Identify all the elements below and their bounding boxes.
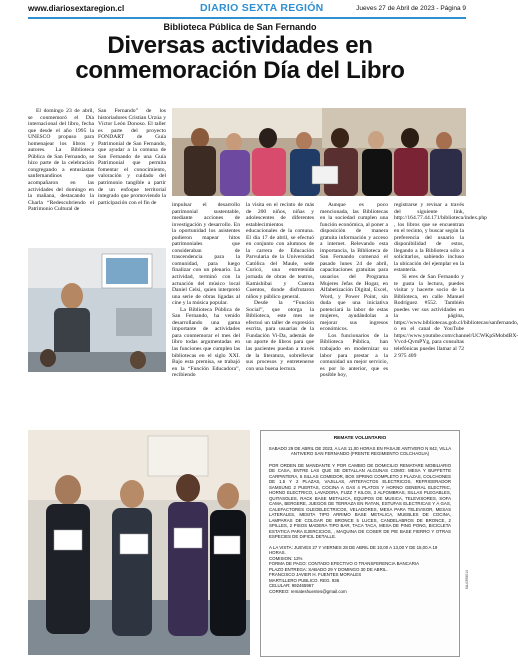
photo-speaker-talk	[28, 248, 166, 372]
headline-line-2: conmemoración Día del Libro	[75, 57, 405, 84]
article-column-1	[28, 108, 94, 213]
paragraph: Si eres de San Fernando y te gusta la lectura, puedes visitar y hacerte socio de la Biblioteca, en calle Manuel Rodríguez #552. También puedes ver sus actividades en la página, https://www.bibliotecas.gob.cl/bibliotecas/sanfernando, o en el canal de YouTube https://www.youtube.com/channel/UCWKpSMobdBX-Vvcd-QvmPYg, para consultas telefónicas puedes llamar al 72 2 975 409	[394, 274, 518, 359]
paragraph: Aunque es poco mencionada, las Bibliotecas en la sociedad cumplen una función económica, al poner a disposición de manera gratuita información y acceso a internet. Relevando esta importancia, la Biblioteca de San Fernando comenzó el pasado lunes 24 de abril, capacitaciones gratuitas para usuarios del Programa Mujeres Jefas de Hogar, en Alfabetización Digital, Excel, Word, y Power Point, sin duda que una iniciativa potenciará la labor de estas mujeres, ayudándolas a mejorar sus ingresos económicos.	[320, 202, 388, 333]
notice-contact	[269, 545, 451, 595]
issue-date: Jueves 27 de Abril de 2023 - Página 9	[356, 5, 466, 12]
article-column-3	[172, 202, 240, 379]
notice-email[interactable]: CORREO: remateshuentes@gmail.com	[269, 588, 347, 594]
page-header	[0, 0, 480, 17]
notice-header: SABADO 29 DE ABRIL DE 2023, A LAS 11,00 HORAS EN PASAJE ANTIVERO N 842, VILLA ANTIVERO SAN FERNANDO (FRENTE REGIMIENTO COLCHAGUA)	[268, 445, 452, 456]
notice-payment: FORMA DE PAGO: CONTADO EFECTIVO O TRANSFERENCIA BANCARIA	[269, 561, 420, 566]
auction-notice	[260, 430, 460, 657]
article-kicker: Biblioteca Pública de San Fernando	[163, 22, 317, 32]
notice-delivery: PLAZO ENTREGA: SABADO 29 Y DOMINGO 30 DE ABRIL.	[269, 566, 388, 572]
site-url[interactable]: www.diariosextaregion.cl	[28, 4, 125, 13]
paragraph: la visita en el recinto de más de 200 niños, niñas y adolescentes de diferentes establecimientos educacionales de la comuna. El día 17 de abril, se efectuó en conjunto con alumnos de la carrera de Educación Parvularia de la Universidad Católica del Maule, sede Curicó, una entretenida jornada de obras de teatros, Kamishibai y Cuenta Cuentos, donde disfrutaron niños y público general.	[246, 202, 314, 300]
photo-speaker-image	[28, 248, 166, 372]
newspaper-brand: DIARIO SEXTA REGIÓN	[200, 2, 324, 14]
article-column-2	[98, 108, 166, 206]
photo-group-celebration	[172, 108, 466, 196]
paragraph: El domingo 23 de abril, se conmemoró el Día internacional del libro, fecha que desde el año 1995 la UNESCO propuso para homenajear los libros y autores. La Biblioteca Pública de San Fernando, se hizo parte de la celebración congregando a entusiastas sanfernandinos que acompañaron en las actividades del domingo en la mañana, destacando la Charla “Redescubriendo el Patrimonio Cultural de	[28, 108, 94, 213]
paragraph: San Fernando” de los historiadores Cristian Urzúa y Víctor León Donoso. El taller es parte del proyecto FONDART de Guía Patrimonial de San Fernando, que ayudar a la comuna de San Fernando de una Guía Patrimonial que permita fomentar el conocimiento, valoración y cuidado del patrimonio tangible a partir de un enfoque territorial integrado que promoviendo la participación con el fin de	[98, 108, 166, 206]
article-column-5	[320, 202, 388, 379]
notice-title: REMATE VOLUNTARIO	[333, 436, 387, 441]
paragraph: La Biblioteca Pública de San Fernando, ha venido desarrollando una gama importante de actividades para conmemorar el mes del libro todas argumentadas en las funciones que cumplen las bibliotecas en el siglo XXI. Bajo esta premisa, se trabajó en la “Función Educadora”, recibiendo	[172, 306, 240, 379]
article-column-6	[394, 202, 518, 359]
side-code: 6A-0398014	[465, 570, 469, 590]
notice-body: POR ORDEN DE MANDANTE Y POR CAMBIO DE DOMICILIO REMATARE MOBILIARIO DE CASA, ENTRE LAS QUE SE DETALLAN ALGUNAS COMO: MESA Y BUFFETTE CARPINTERA, 5 SILLAS COMEDOR, BOX SPRING COMPLETO 2 PLAZAS, COLCHONES DE 1.5 Y 2 PLAZAS, VAJILLAS, ARTEFACTOS ELECTRICOS, REFRIGERADOR SAMSUNG 2 PUERTAS, COCINA A GAS 4 PLATOS Y HORNO GENERAL ELECTRIC, HORNO ELECTRICO, LAVADORA, FUZZ 7 KILOS, 3 ALFOMBRAS, SILLAS PLEGABLES, QUITASOLES, RACK BASE METALICA, EQUIPOS DE MUSICA, TELEVISORES, SOFA CAMA, BERGERE, JUEGOS DE TERRAZA EN RATAN, ESTUFAS ELECTRICAS Y A GAS, CALEFACTORES OLEOELECTRICOS, VELADORES, MESA PARA TELEVISOR, MESAS LATERALES, MESITA TIPO ARRIMO BASE METALICA, MUEBLES DE COCINA, LAMPARAS DE COLGAR DE BRONCE 5 LUCES, CANDELABROS DE BRONCE, 2 SPILLES, 2 PISOS MADERA TIPO BAR, TACA TACA, MESA DE PING PONG, BICICLETA ESTATICA PARA EJERCICIOS, , MAQUINA DE COSER DE PIE BASE FIERRO Y OTRAS ESPECIES DE DIFICIL DETALLE.	[269, 462, 451, 539]
notice-phone: CELULAR: 992465967	[269, 583, 314, 588]
paragraph: impulsar el desarrollo patrimonial sustentable, mediante acciones de investigación y desarrollo. En la oportunidad los asistentes pudieron mapear hitos patrimoniales que consideraban de trascendencia para la comunidad, para luego finalizar con un plenario. La actividad, terminó con la actuación del músico local Daniel Celsi, quien interpretó una serie de obras ligadas al cine y la música popular.	[172, 202, 240, 307]
article-headline	[0, 33, 480, 83]
paragraph: registrarse y revisar a través del siguiente link, http://164.77.44.171/biblioteca/index.php , los libros que se encuentran en el recinto, y buscar según la preferencia del usuario la disponibilidad de estos, llegando a la Biblioteca sólo a solicitarlos, sabiendo incluso la ubicación del ejemplar en la estantería.	[394, 202, 487, 274]
paragraph: Los funcionarios de la Biblioteca Pública, han trabajado en modernizar su labor para prestar a la comunidad un mejor servicio, es por lo anterior, que es posible hoy,	[320, 332, 388, 379]
notice-auctioneer: FRANCISCO JAVIER H. FUENTES MORALES	[269, 572, 362, 577]
header-rule	[28, 17, 466, 19]
photo-diplomas	[28, 430, 250, 655]
headline-line-1: Diversas actividades en	[107, 32, 373, 59]
paragraph: Desde la “Función Social”, que otorga la Biblioteca, este mes se efectuó un taller de expresión escrita, para usuarias de la Fundación Vi-Da, además de un aporte de libros para que las pacientes puedan a través de la literatura, sobrellevar sus procesos y entretenerse con una buena lectura.	[246, 300, 314, 372]
notice-visit: A LA VISTA: JUEVES 27 Y VIERNES 28 DE ABRIL DE 10,00 A 13,00 Y DE 15,00 A 19 HORAS.	[269, 544, 438, 555]
notice-comision: COMISION: 12%	[269, 555, 303, 561]
notice-auctioneer-reg: MARTILLERO PUBLICO. REG. 936	[269, 577, 340, 583]
article-column-4	[246, 202, 314, 372]
photo-group-image	[172, 108, 466, 196]
photo-diplomas-image	[28, 430, 250, 655]
